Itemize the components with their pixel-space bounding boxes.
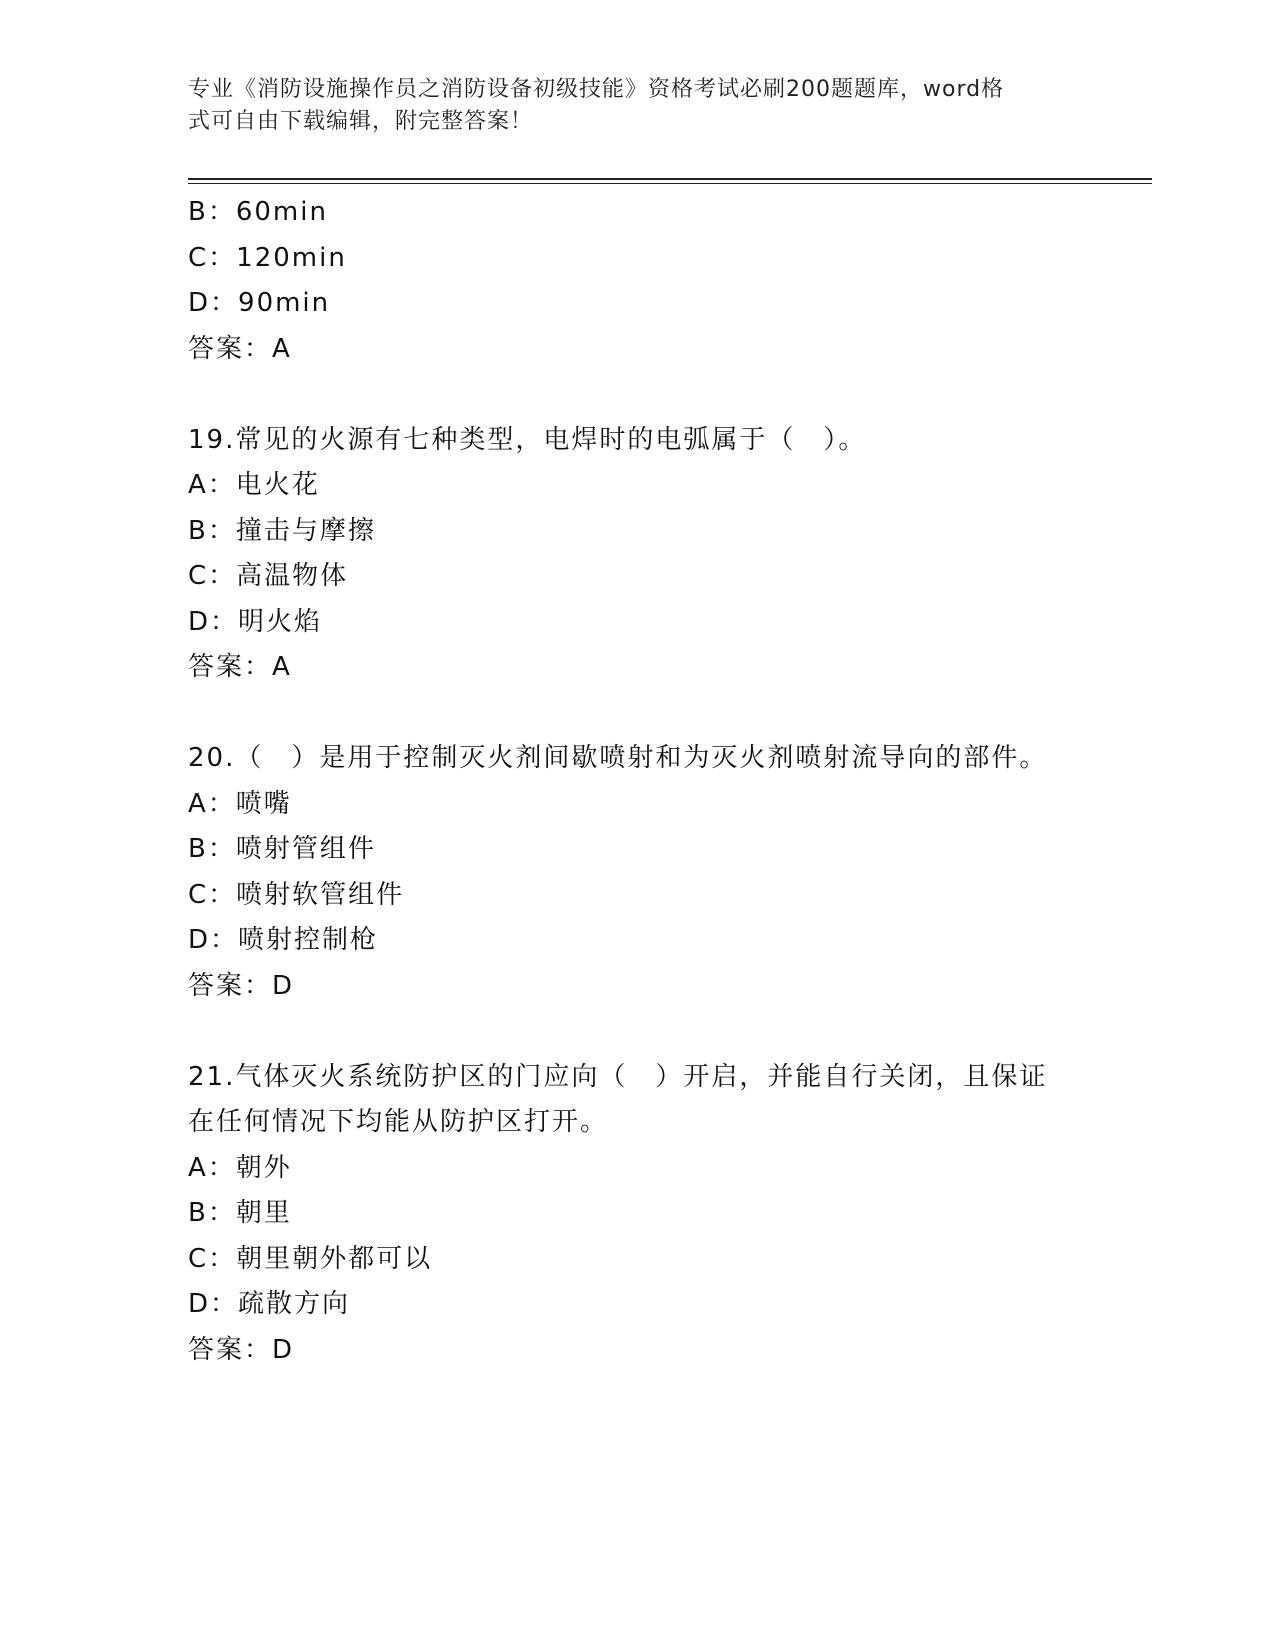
- option-c: C：120min: [188, 242, 347, 273]
- option-d: D：喷射控制枪: [188, 925, 379, 955]
- option-d: D：90min: [188, 288, 331, 318]
- question-block-18: [188, 190, 1088, 372]
- option-c: C：高温物体: [188, 561, 349, 591]
- header-divider-thick: [188, 178, 1152, 180]
- header-divider-thin: [188, 183, 1152, 184]
- option-a: A：朝外: [188, 1152, 292, 1183]
- question-text: 19.常见的火源有七种类型，电焊时的电弧属于（ ）。: [188, 424, 867, 455]
- answer-line: 答案：D: [188, 970, 295, 1001]
- question-block-20: [188, 736, 1088, 1009]
- answer-line: 答案：D: [188, 1334, 295, 1365]
- option-c: C：喷射软管组件: [188, 879, 405, 910]
- option-a: A：喷嘴: [188, 788, 292, 819]
- option-c: C：朝里朝外都可以: [188, 1243, 433, 1274]
- header-line-1: 专业《消防设施操作员之消防设备初级技能》资格考试必刷200题题库，word格: [188, 77, 1005, 102]
- question-block-21: [188, 1055, 1088, 1374]
- option-b: B：60min: [188, 197, 328, 227]
- option-d: D：疏散方向: [188, 1289, 351, 1319]
- question-text-line-2: 在任何情况下均能从防护区打开。: [188, 1107, 609, 1137]
- option-b: B：朝里: [188, 1198, 292, 1228]
- document-header: [188, 74, 1068, 138]
- question-text-line-1: 21.气体灭火系统防护区的门应向（ ）开启，并能自行关闭，且保证: [188, 1061, 1048, 1092]
- option-d: D：明火焰: [188, 606, 323, 637]
- option-b: B：喷射管组件: [188, 834, 376, 864]
- option-b: B：撞击与摩擦: [188, 515, 376, 546]
- question-block-19: [188, 418, 1088, 691]
- answer-line: 答案：A: [188, 652, 292, 682]
- header-line-2: 式可自由下载编辑，附完整答案！: [188, 109, 534, 134]
- document-body: [188, 190, 1088, 1373]
- option-a: A：电火花: [188, 470, 320, 500]
- answer-line: 答案：A: [188, 333, 292, 364]
- question-text: 20.（ ）是用于控制灭火剂间歇喷射和为灭火剂喷射流导向的部件。: [188, 743, 1048, 773]
